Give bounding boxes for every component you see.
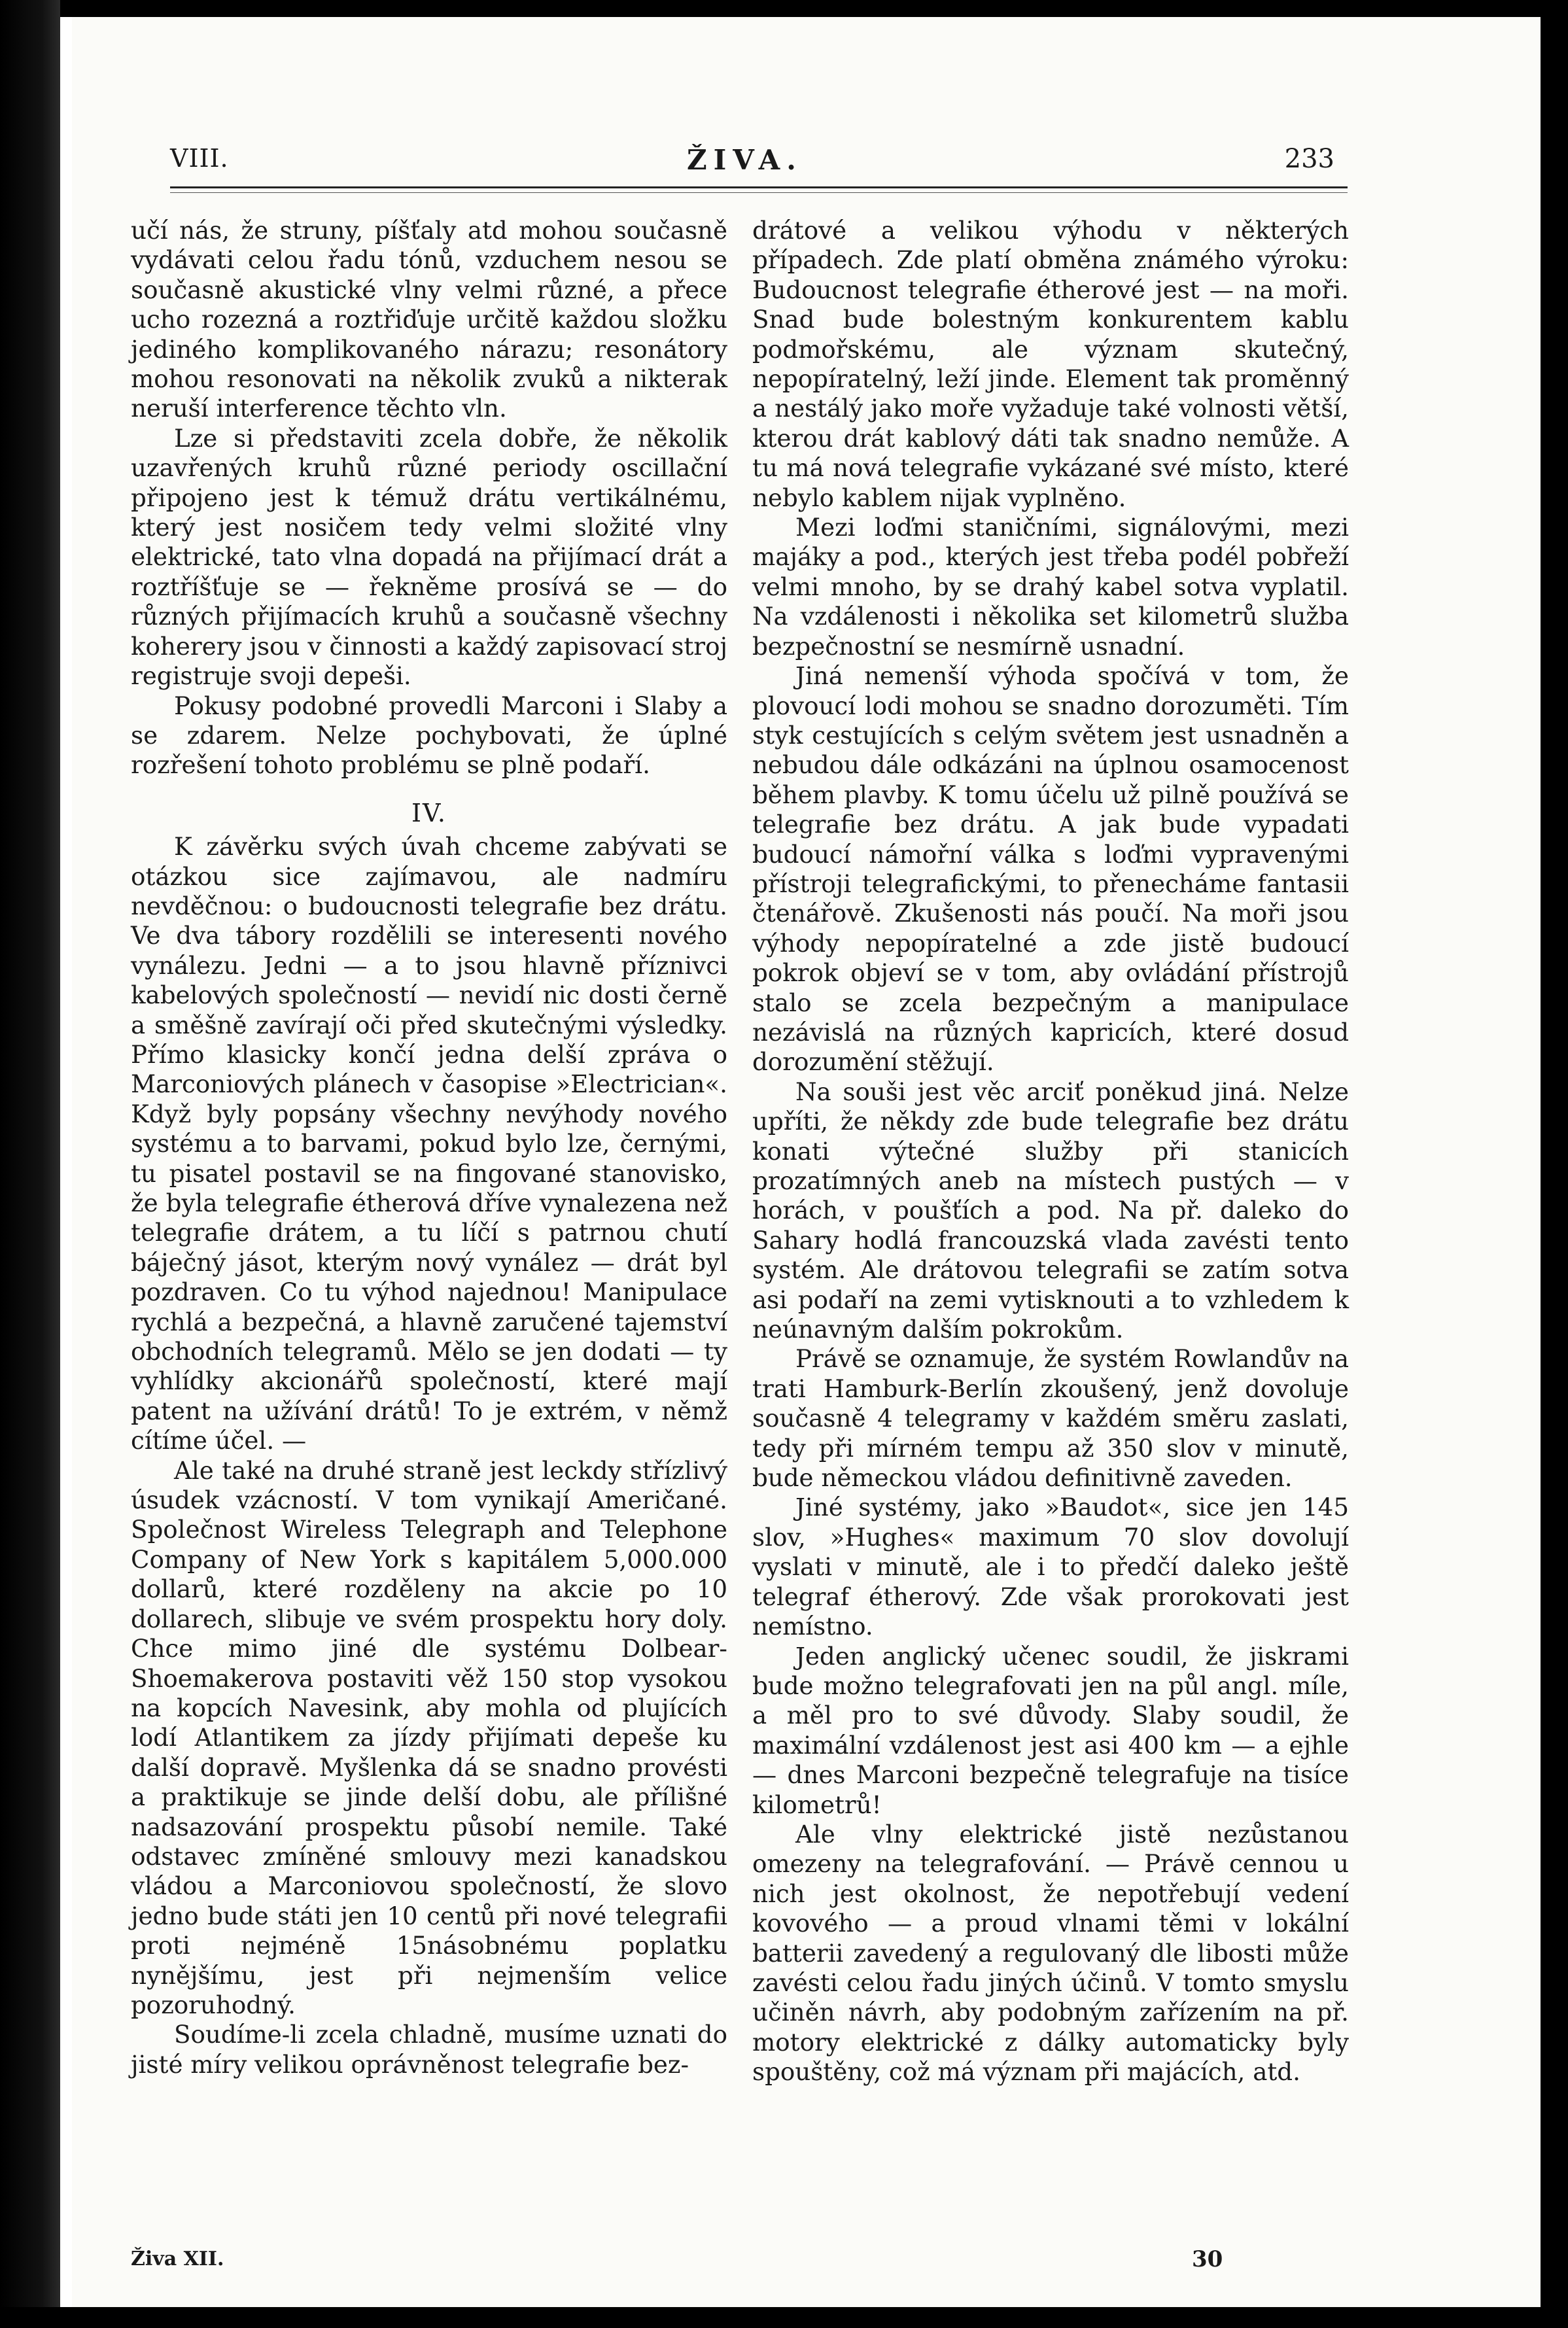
section-heading: IV. (411, 798, 447, 827)
page-header (170, 144, 1334, 183)
header-rule-thick (170, 186, 1348, 188)
paragraph: Jiná nemenší výhoda spočívá v tom, že plovoucí lodi mohou se snadno dorozuměti. Tím styk cestujících s celým světem jest usnadněn a nebudou dále odkázáni na úplnou osamocenost během plavby. K tomu účelu už pilně používá se telegrafie bez drátu. A jak bude vypadati budoucí námořní válka s loďmi vypravenými přístroji telegrafickými, to přenecháme fantasii čtenářově. Zkušenosti nás poučí. Na moři jsou výhody nepopíratelné a zde jistě budoucí pokrok objeví se v tom, aby ovládání přístrojů stalo se zcela bezpečným a manipulace nezávislá na různých kapricích, které dosud dorozumění stěžují. (752, 661, 1349, 1077)
left-column (131, 216, 727, 2079)
right-column (752, 216, 1349, 2087)
paragraph: Lze si představiti zcela dobře, že několik uzavřených kruhů různé periody oscillační připojeno jest k témuž drátu vertikálnému, který jest nosičem tedy velmi složité vlny elektrické, tato vlna dopadá na přijímací drát a roztříšťuje se — řekněme prosívá se — do různých přijímacích kruhů a současně všechny koherery jsou v činnosti a každý zapisovací stroj registruje svoji depeši. (131, 423, 727, 691)
paragraph: K závěrku svých úvah chceme zabývati se otázkou sice zajímavou, ale nadmíru nevděčnou: o budoucnosti telegrafie bez drátu. Ve dva tábory rozdělili se interesenti nového vynálezu. Jedni — a to jsou hlavně příznivci kabelových společností — nevidí nic dosti černě a směšně zavírají oči před skutečnými výsledky. Přímo klasicky končí jedna delší zpráva o Marconiových plánech v časopise »Electrician«. Když byly popsány všechny nevýhody nového systému a to barvami, pokud bylo lze, černými, tu pisatel postavil se na fingované stanovisko, že byla telegrafie étherová dříve vynalezena než telegrafie drátem, a tu líčí s patrnou chutí báječný jásot, kterým nový vynález — drát byl pozdraven. Co tu výhod najednou! Manipulace rychlá a bezpečná, a hlavně zaručené tajemství obchodních telegramů. Mělo se jen dodati — ty vyhlídky akcionářů společností, které mají patent na užívání drátů! To je extrém, v němž cítíme účel. — (131, 832, 727, 1455)
scan-border-top (0, 0, 1568, 17)
paragraph: Ale také na druhé straně jest leckdy střízlivý úsudek vzácností. V tom vynikají Američané. Společnost Wireless Telegraph and Telephone Company of New York s kapitálem 5,000.000 dollarů, které rozděleny na akcie po 10 dollarech, slibuje ve svém prospektu hory doly. Chce mimo jiné dle systému Dolbear-Shoemakerova postaviti věž 150 stop vysokou na kopcích Navesink, aby mohla od plujících lodí Atlantikem za jízdy přijímati depeše ku další dopravě. Myšlenka dá se snadno provésti a praktikuje se jinde delší dobu, ale přílišné nadsazování prospektu působí nemile. Také odstavec zmíněné smlouvy mezi kanadskou vládou a Marconiovou společností, že slovo jedno bude státi jen 10 centů při nové telegrafii proti nejméně 15násobnému poplatku nynějšímu, jest při nejmenším velice pozoruhodný. (131, 1455, 727, 2019)
volume-number: VIII. (170, 144, 229, 173)
paragraph: Jiné systémy, jako »Baudot«, sice jen 145 slov, »Hughes« maximum 70 slov dovolují vyslati v minutě, ale i to předčí daleko ještě telegraf étherový. Zde však prorokovati jest nemístno. (752, 1493, 1349, 1641)
paragraph: Ale vlny elektrické jistě nezůstanou omezeny na telegrafování. — Právě cennou u nich jest okolnost, že nepotřebují vedení kovového — a proud vlnami těmi v lokální batterii zavedený a regulovaný dle libosti může zavésti celou řadu jiných účinů. V tomto smyslu učiněn návrh, aby podobným zařízením na př. motory elektrické z dálky automaticky byly spouštěny, což má význam při majácích, atd. (752, 1819, 1349, 2087)
paragraph: Mezi loďmi staničními, signálovými, mezi majáky a pod., kterých jest třeba podél pobřeží velmi mnoho, by se drahý kabel sotva vyplatil. Na vzdálenosti i několika set kilometrů služba bezpečnostní se nesmírně usnadní. (752, 513, 1349, 661)
paragraph: Na souši jest věc arciť poněkud jiná. Nelze upříti, že někdy zde bude telegrafie bez drátu konati výtečné služby při stanicích prozatímných aneb na místech pustých — v horách, v poušťích a pod. Na př. daleko do Sahary hodlá francouzská vlada zavésti tento systém. Ale drátovou telegrafii se zatím sotva asi podaří na zemi vytisknouti a to vzhledem k neúnavným dalším pokrokům. (752, 1077, 1349, 1344)
paragraph: učí nás, že struny, píšťaly atd mohou současně vydávati celou řadu tónů, vzduchem nesou se současně akustické vlny velmi různé, a přece ucho rozezná a roztřiďuje určitě každou složku jediného komplikovaného nárazu; resonátory mohou resonovati na několik zvuků a nikterak neruší interference těchto vln. (131, 216, 727, 423)
paragraph: Právě se oznamuje, že systém Rowlandův na trati Hamburk-Berlín zkoušený, jenž dovoluje současně 4 telegramy v každém směru zaslati, tedy při mírném tempu až 350 slov v minutě, bude německou vládou definitivně zaveden. (752, 1344, 1349, 1493)
paragraph: drátové a velikou výhodu v některých případech. Zde platí obměna známého výroku: Budoucnost telegrafie étherové jest — na moři. Snad bude bolestným konkurentem kablu podmořskému, ale význam skutečný, nepopíratelný, leží jinde. Element tak proměnný a nestálý jako moře vyžaduje také volnosti větší, kterou drát kablový dáti tak snadno nemůže. A tu má nová telegrafie vykázané své místo, které nebylo kablem nijak vyplněno. (752, 216, 1349, 512)
scan-border-left (0, 0, 60, 2328)
paragraph: Pokusy podobné provedli Marconi i Slaby a se zdarem. Nelze pochybovati, že úplné rozřešení tohoto problému se plně podaří. (131, 691, 727, 780)
scan-border-right (1541, 0, 1568, 2328)
paragraph: Jeden anglický učenec soudil, že jiskrami bude možno telegrafovati jen na půl angl. míle, a měl pro to své důvody. Slaby soudil, že maximální vzdálenost jest asi 400 km — a ejhle — dnes Marconi bezpečně telegrafuje na tisíce kilometrů! (752, 1641, 1349, 1819)
sheet-number: 30 (1192, 2246, 1223, 2272)
paragraph: Soudíme-li zcela chladně, musíme uznati do jisté míry velikou oprávněnost telegrafie bez- (131, 2020, 727, 2079)
header-rule-thin (170, 192, 1348, 193)
scan-border-bottom (0, 2307, 1568, 2328)
page-number: 233 (1284, 144, 1334, 174)
signature-mark: Živa XII. (131, 2248, 224, 2270)
journal-title: ŽIVA. (687, 144, 803, 176)
